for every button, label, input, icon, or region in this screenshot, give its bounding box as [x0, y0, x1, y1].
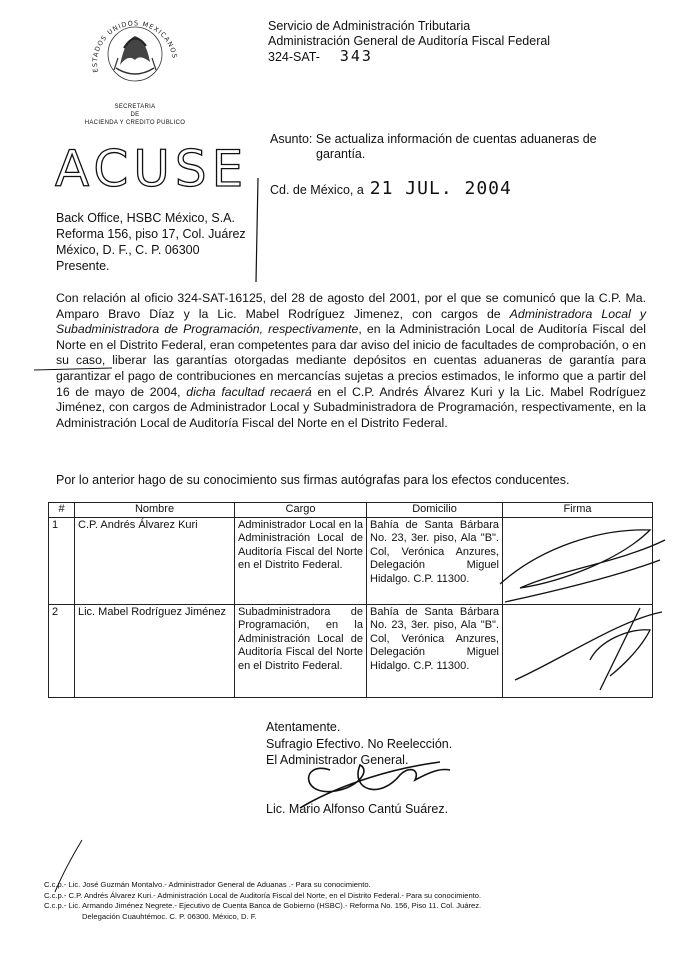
date-prefix: Cd. de México, a — [270, 183, 364, 197]
ccp-line: C.c.p.- Lic. Armando Jiménez Negrete.- Ejecutivo de Cuenta Banca de Gobierno (HSBC).- Reforma No. 156, Piso 11. Col. Juárez. — [44, 901, 482, 910]
body-text-italic: dicha facultad recaerá — [186, 384, 312, 399]
recipient-line: Back Office, HSBC México, S.A. — [56, 211, 235, 225]
table-row — [49, 604, 653, 697]
coat-of-arms-seal — [80, 10, 190, 92]
header-line-sat: Servicio de Administración Tributaria — [268, 19, 471, 33]
subject — [270, 132, 640, 162]
table-header-row — [49, 503, 653, 518]
cell-firma — [503, 604, 653, 697]
cell-nombre: C.P. Andrés Álvarez Kuri — [75, 517, 235, 604]
handwritten-stroke — [256, 178, 258, 282]
body-text: Con relación al oficio 324-SAT-16125, del 28 de agosto del 2001, por el que se comunicó que la C.P. Ma. Amparo Bravo Díaz y la Lic. Mabel Rodríguez Jimenez, con cargos de — [56, 291, 646, 321]
ccp-line: C.c.p.- Lic. José Guzmán Montalvo.- Administrador General de Aduanas .- Para su conocimiento. — [44, 880, 371, 889]
column-header: Nombre — [75, 503, 235, 518]
column-header: Domicilio — [367, 503, 503, 518]
seal-arc-text: ESTADOS UNIDOS MEXICANOS — [90, 19, 179, 74]
column-header: Cargo — [235, 503, 367, 518]
subject-line-cont: garantía. — [316, 147, 366, 161]
cell-cargo: Subadministradora de Programación, en la Administración Local de Auditoría Fiscal del Norte en el Distrito Federal. — [235, 604, 367, 697]
recipient-line: Reforma 156, piso 17, Col. Juárez — [56, 227, 246, 241]
seal-caption-line: DE — [130, 112, 140, 118]
body-paragraph — [56, 291, 646, 431]
cell-nombre: Lic. Mabel Rodríguez Jiménez — [75, 604, 235, 697]
closing-line: Atentamente. — [266, 720, 341, 734]
seal-caption-line: SECRETARIA — [114, 104, 156, 110]
ccp-line: Delegación Cuauhtémoc. C. P. 06300. México, D. F. — [82, 911, 257, 921]
date-stamp: 21 JUL. 2004 — [369, 178, 512, 199]
column-header: Firma — [503, 503, 653, 518]
row-number: 2 — [49, 604, 75, 697]
recipient-line: México, D. F., C. P. 06300 — [56, 243, 200, 257]
cell-domicilio: Bahía de Santa Bárbara No. 23, 3er. piso, Ala "B". Col, Verónica Anzures, Delegación Miguel Hidalgo. C.P. 11300. — [367, 517, 503, 604]
body-text: , en la Administración Local de Auditoría Fiscal del Norte en el Distrito Federal, eran competentes para dar aviso del inicio de facultades de comprobación, o en su caso, liberar las garantías otorgadas mediante depósitos en cuentas aduaneras de garantía para garantizar el pago de contribuciones en mercancías sujetas a precios estimados, le informo que a partir del 16 de mayo de 2004, — [56, 322, 646, 399]
cell-cargo: Administrador Local en la Administración Local de Auditoría Fiscal del Norte en el Distrito Federal. — [235, 517, 367, 604]
cell-firma — [503, 517, 653, 604]
carbon-copy-list — [44, 880, 644, 922]
closing-paragraph: Por lo anterior hago de su conocimiento sus firmas autógrafas para los efectos conducentes. — [56, 473, 570, 487]
body-text-italic: Administradora Local y Subadministradora de Programación, respectivamente — [56, 306, 646, 337]
column-header: # — [49, 503, 75, 518]
signatory-name: Lic. Mario Alfonso Cantú Suárez. — [266, 802, 449, 816]
header-line-agaff: Administración General de Auditoría Fiscal Federal — [268, 34, 551, 48]
seal-caption-line: HACIENDA Y CREDITO PUBLICO — [84, 120, 186, 126]
body-text: en el C.P. Andrés Álvarez Kuri y la Lic. Mabel Rodríguez Jiménez, con cargos de Administrador Local y Subadministradora de Programación, respectivamente, en la Administración Local de Auditoría Fiscal del Norte en el Distrito Federal. — [56, 384, 646, 430]
acuse-stamp: ACUSE — [55, 140, 249, 198]
closing-line: El Administrador General. — [266, 753, 409, 767]
recipient-line: Presente. — [56, 259, 110, 273]
subject-line: Asunto: Se actualiza información de cuentas aduaneras de — [270, 132, 597, 146]
date-line — [270, 178, 512, 199]
cell-domicilio: Bahía de Santa Bárbara No. 23, 3er. piso, Ala "B". Col, Verónica Anzures, Delegación Miguel Hidalgo. C.P. 11300. — [367, 604, 503, 697]
seal-caption — [60, 103, 210, 127]
oficio-prefix: 324-SAT- — [268, 50, 320, 64]
recipient-block — [56, 210, 246, 274]
table-row — [49, 517, 653, 604]
closing-block — [266, 719, 452, 769]
row-number: 1 — [49, 517, 75, 604]
oficio-number — [268, 49, 550, 65]
oficio-handwritten-number: 343 — [339, 47, 373, 65]
ccp-line: C.c.p.- C.P. Andrés Álvarez Kuri.- Administración Local de Auditoría Fiscal del Norte, en el Distrito Federal.- Para su conocimiento. — [44, 890, 482, 900]
signatures-table — [48, 502, 653, 698]
letterhead — [268, 19, 550, 65]
closing-line: Sufragio Efectivo. No Reelección. — [266, 736, 453, 751]
